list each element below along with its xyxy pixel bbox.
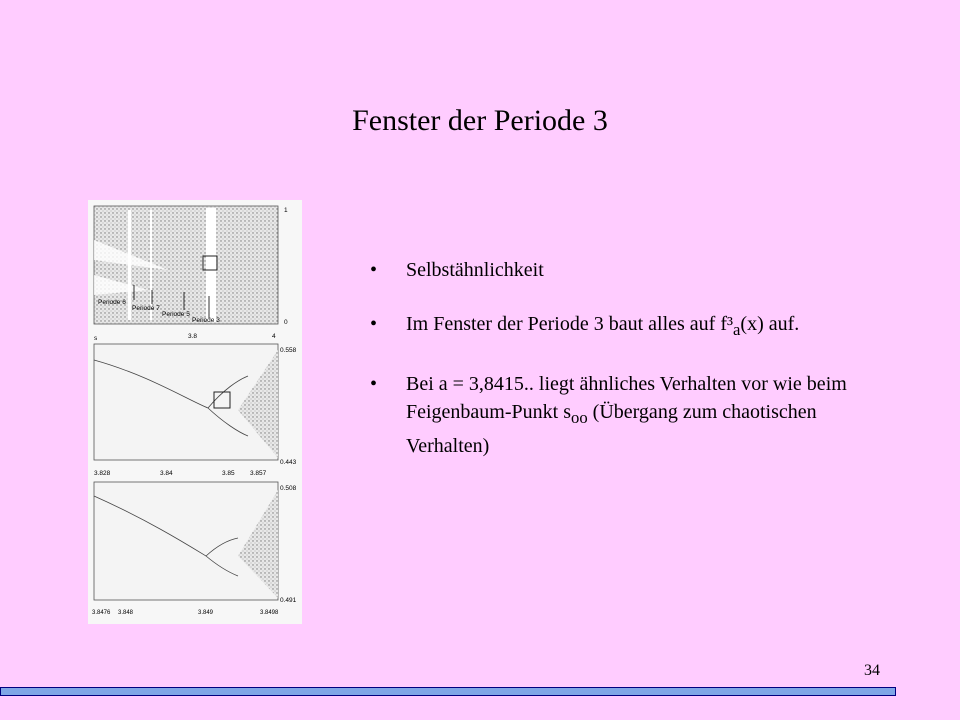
panel-2-y-top: 0.558 [280, 347, 297, 354]
panel-1 [94, 206, 288, 342]
window-line-1 [128, 210, 131, 320]
panel-3-y-bottom: 0.491 [280, 597, 297, 604]
annot-periode-5: Periode 5 [162, 311, 190, 318]
bifurcation-figure [88, 200, 302, 624]
page-number: 34 [864, 662, 880, 679]
bullet-3-text-end: (Übergang zum chaotischen Verhalten) [406, 401, 817, 457]
bullet-item-1 [370, 256, 890, 284]
bullet-item-3 [370, 370, 890, 460]
bifurcation-diagram [88, 200, 302, 624]
panel-3 [92, 482, 297, 616]
panel-2-x-tick-1: 3.828 [94, 470, 111, 477]
panel-3-x-tick-2: 3.848 [118, 610, 134, 616]
panel-1-x-tick-3-8: 3.8 [188, 333, 198, 340]
bullet-3-subscript: oo [571, 408, 588, 427]
panel-2-x-tick-3: 3.85 [222, 470, 235, 477]
panel-3-y-top: 0.508 [280, 485, 297, 492]
panel-1-y-bottom: 0 [284, 319, 288, 326]
bullet-2-subscript: a [733, 320, 741, 339]
annot-periode-3: Periode 3 [192, 317, 220, 324]
slide-title: Fenster der Periode 3 [352, 104, 608, 137]
panel-2-y-bottom: 0.443 [280, 459, 297, 466]
panel-1-x-tick-4: 4 [272, 333, 276, 340]
panel-3-x-tick-4: 3.8498 [260, 610, 279, 616]
panel-2 [94, 344, 297, 477]
bullet-list [370, 256, 890, 486]
panel-3-x-tick-3: 3.849 [198, 610, 214, 616]
bullet-item-2 [370, 310, 890, 344]
panel-1-frame [94, 206, 278, 324]
annot-periode-6: Periode 6 [98, 299, 126, 306]
bullet-3-text: Bei a = 3,8415.. liegt ähnliches Verhalten vor wie beim Feigenbaum-Punkt s [406, 373, 847, 423]
panel-1-y-top: 1 [284, 207, 288, 214]
panel-3-x-tick-1: 3.8476 [92, 610, 111, 616]
bullet-2-text: Im Fenster der Periode 3 baut alles auf f³ [406, 313, 734, 335]
panel-2-x-tick-2: 3.84 [160, 470, 173, 477]
period-3-window [206, 208, 216, 322]
panel-1-s-label: s [94, 335, 98, 342]
bottom-bar [0, 687, 896, 696]
bullet-2-text-end: (x) auf. [740, 313, 800, 335]
panel-2-x-tick-4: 3.857 [250, 470, 267, 477]
annot-periode-7: Periode 7 [132, 305, 160, 312]
bullet-1-text: Selbstähnlichkeit [406, 259, 544, 281]
